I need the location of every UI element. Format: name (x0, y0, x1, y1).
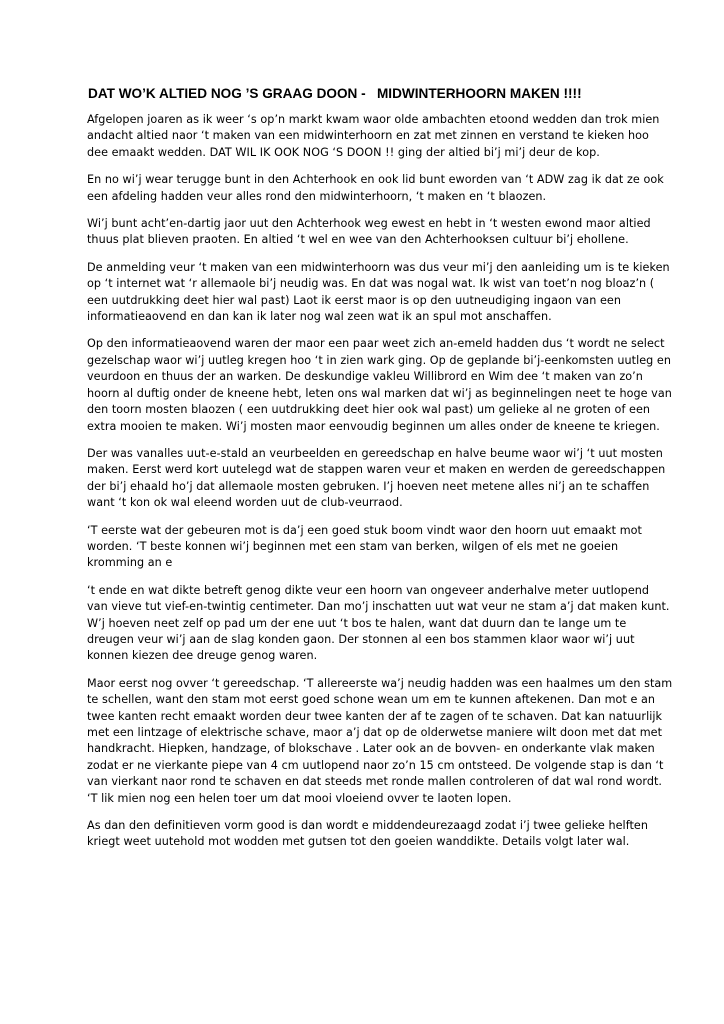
paragraph-3: Wi’j bunt acht’en-dartig jaor uut den Achterhook weg ewest en hebt in ‘t westen ewond maor altied thuus plat blieven praoten. En altied ‘t wel en wee van den Achterhooksen cultuur bi’j ehollene. (87, 217, 651, 247)
paragraph-8: ‘t ende en wat dikte betreft genog dikte veur een hoorn van ongeveer anderhalve meter uutlopend van vieve tut vief-en-twintig centimeter. Dan mo’j inschatten uut wat veur ne stam a’j dat maken kunt. W’j hoeven neet zelf op pad um der ene uut ‘t bos te halen, want dat duurn dan te lange um te dreugen veur wi’j aan de slag konden gaon. Der stonnen al een bos stammen klaor waor wi’j uut konnen kiezen dee dreuge genog waren. (87, 583, 670, 663)
paragraph-4: De anmelding veur ‘t maken van een midwinterhoorn was dus veur mi’j den aanleiding um is te kieken op ‘t internet wat ‘r allemaole bi’j neudig was. En dat was nogal wat. Ik wist van toet’n nog bloaz’n ( een uutdrukking deet hier wal past) Laot ik eerst maor is op den uutneudiging ingaon van een informatieaovend en dan kan ik later nog wal zeen wat ik an spul mot anschaffen. (87, 260, 670, 324)
paragraph-2: En no wi’j wear terugge bunt in den Achterhook en ook lid bunt eworden van ‘t ADW zag ik dat ze ook een afdeling hadden veur alles rond den midwinterhoorn, ‘t maken en ‘t blaozen. (87, 173, 664, 203)
paragraph-10: As dan den definitieven vorm good is dan wordt e middendeurezaagd zodat i’j twee gelieke helften kriegt weet uutehold mot wodden met gutsen tot den goeien wanddikte. Details volgt later wal. (87, 819, 649, 849)
paragraph-9: Maor eerst nog ovver ‘t gereedschap. ‘T allereerste wa’j neudig hadden was een haalmes um den stam te schellen, want den stam mot eerst goed schone wean um em te kunnen aftekenen. Dan mot e an twee kanten recht emaakt worden deur twee kanten der af te zagen of te schaven. Dat kan natuurlijk met een lintzage of elektrische schave, maor a’j dat op de olderwetse maniere wilt doon met dat met handkracht. Hiepken, handzage, of blokschave . Later ook an de bovven- en onderkante vlak maken zodat er ne vierkante piepe van 4 cm uutlopend naor zo’n 15 cm ontsteed. De volgende stap is dan ‘t van vierkant naor rond te schaven en dat steeds met ronde mallen controleren of dat wal rond wordt. ‘T lik mien nog een helen toer um dat mooi vloeiend ovver te laoten lopen. (87, 676, 673, 805)
paragraph-7: ‘T eerste wat der gebeuren mot is da’j een goed stuk boom vindt waor den hoorn uut emaakt mot worden. ‘T beste konnen wi’j beginnen met een stam van berken, wilgen of els met ne goeien kromming an e (87, 523, 642, 570)
paragraph-6: Der was vanalles uut-e-stald an veurbeelden en gereedschap en halve beume waor wi’j ‘t uut mosten maken. Eerst werd kort uutelegd wat de stappen waren veur et maken en werden de gereedschappen der bi’j ehaald ho’j dat allemaole mosten gebruken. I’j hoeven neet metene alles ni’j an te schaffen want ‘t kon ok wal eleend worden uut de club-veurraod. (87, 446, 666, 510)
document-body (87, 112, 673, 862)
paragraph-1: Afgelopen joaren as ik weer ‘s op’n markt kwam waor olde ambachten etoond wedden dan trok mien andacht altied naor ‘t maken van een midwinterhoorn en zat met zinnen en verstand te kieken hoo dee emaakt wedden. DAT WIL IK OOK NOG ‘S DOON !! ging der altied bi’j mi’j deur de kop. (87, 113, 660, 159)
document-title: DAT WO’K ALTIED NOG ’S GRAAG DOON - MIDWINTERHOORN MAKEN !!!! (88, 86, 582, 101)
paragraph-5: Op den informatieaovend waren der maor een paar weet zich an-emeld hadden dus ‘t wordt ne select gezelschap waor wi’j uutleg kregen hoo ‘t in zien wark ging. Op de geplande bi’j-eenkomsten uutleg en veurdoon en thuus der an warken. De deskundige vakleu Willibrord en Wim dee ‘t maken van zo’n hoorn al duftig onder de kneene hebt, leten ons wal marken dat wi’j as beginnelingen neet te hoge van den toorn mosten blaozen ( een uutdrukking deet hier ook wal past) um gelieke al ne groten of een extra mooien te maken. Wi’j mosten maor eenvoudig beginnen um alles onder de kneene te kriegen. (87, 337, 672, 433)
